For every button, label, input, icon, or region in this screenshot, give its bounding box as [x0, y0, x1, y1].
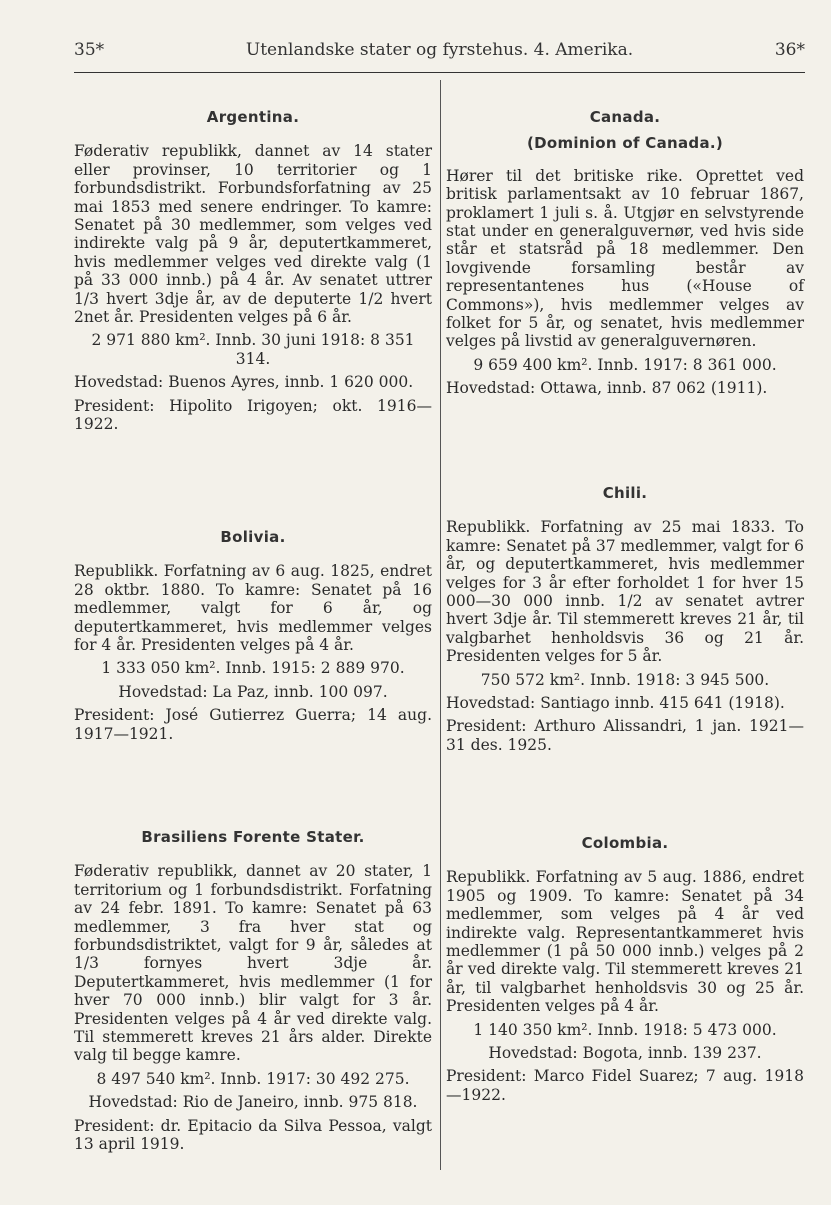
section-subtitle-canada: (Dominion of Canada.) — [526, 134, 724, 153]
president: President: Hipolito Irigoyen; okt. 1916—1922. — [74, 396, 432, 434]
section-title-brasil: Brasiliens Forente Stater. — [141, 828, 365, 846]
section-text: Føderativ republikk, dannet av 20 stater, 1 territorium og 1 forbundsdistrikt. Forfatning av 24 febr. 1891. To kamre: Senatet på 63 medlemmer, 3 fra hver stat og forbundsdistriktet, valgt for 9 år, således at 1/3 fornyes hvert 3dje år. Deputertkammeret, hvis medlemmer (1 for hver 70 000 innb.) blir valgt for 3 år. Presidenten velges på 4 år ved direkte valg. Til stemmerett kreves 21 års alder. Direkte valg til begge kamre. — [74, 862, 432, 1065]
running-header — [74, 40, 805, 66]
section-colombia — [446, 834, 804, 1109]
area-population: 9 659 400 km². Innb. 1917: 8 361 000. — [473, 355, 777, 374]
section-title-canada: Canada. — [589, 108, 661, 126]
area-population: 1 140 350 km². Innb. 1918: 5 473 000. — [473, 1020, 777, 1039]
section-title-bolivia: Bolivia. — [220, 528, 286, 546]
capital: Hovedstad: Santiago innb. 415 641 (1918). — [446, 694, 785, 713]
section-title-chili: Chili. — [602, 484, 648, 502]
president: President: José Gutierrez Guerra; 14 aug. 1917—1921. — [74, 706, 432, 743]
section-text: Republikk. Forfatning av 5 aug. 1886, endret 1905 og 1909. To kamre: Senatet på 34 medlemmer, som velges på 4 år ved indirekte valg. Representantkammeret hvis medlemmer (1 på 50 000 innb.) velges på 2 år ved direkte valg. Til stemmerett kreves 21 år, til valgbarhet henholdsvis 30 og 25 år. Presidenten velges på 4 år. — [446, 868, 804, 1016]
capital: Hovedstad: Bogota, innb. 139 237. — [488, 1044, 762, 1063]
section-text: Republikk. Forfatning av 25 mai 1833. To kamre: Senatet på 37 medlemmer, valgt for 6 år, og deputertkammeret, hvis medlemmer velges for 3 år efter forholdet 1 for hver 15 000—30 000 innb. 1/2 av senatet avtrer hvert 3dje år. Til stemmerett kreves 21 år, til valgbarhet henholdsvis 36 og 21 år. Presidenten velges for 5 år. — [446, 518, 804, 666]
president: President: dr. Epitacio da Silva Pessoa, valgt 13 april 1919. — [74, 1116, 432, 1154]
section-bolivia — [74, 528, 432, 748]
capital: Hovedstad: La Paz, innb. 100 097. — [118, 682, 388, 701]
area-population: 8 497 540 km². Innb. 1917: 30 492 275. — [96, 1069, 410, 1088]
column-divider — [440, 80, 441, 1170]
area-population: 1 333 050 km². Innb. 1915: 2 889 970. — [101, 659, 405, 678]
section-title-argentina: Argentina. — [206, 108, 300, 126]
section-argentina — [74, 108, 432, 439]
header-title: Utenlandske stater og fyrstehus. 4. Amerika. — [245, 40, 634, 60]
capital: Hovedstad: Buenos Ayres, innb. 1 620 000. — [74, 373, 414, 392]
page-number-right: 36* — [774, 40, 805, 60]
area-population: 750 572 km². Innb. 1918: 3 945 500. — [480, 670, 770, 689]
page-number-left: 35* — [74, 40, 105, 60]
section-chili — [446, 484, 804, 759]
capital: Hovedstad: Rio de Janeiro, innb. 975 818. — [88, 1093, 418, 1112]
section-text: Hører til det britiske rike. Oprettet ved britisk parlamentsakt av 10 februar 1867, proklamert 1 juli s. å. Utgjør en selvstyrende stat under en generalguvernør, ved hvis side står et statsråd på 18 medlemmer. Den lovgivende forsamling består av representantenes hus («House of Commons»), hvis medlemmer velges av folket for 5 år, og senatet, hvis medlemmer velges på livstid av generalguvernøren. — [446, 166, 804, 351]
section-title-colombia: Colombia. — [581, 834, 669, 852]
section-brasil — [74, 828, 432, 1159]
section-text: Føderativ republikk, dannet av 14 stater eller provinser, 10 territorier og 1 forbundsdistrikt. Forbundsforfatning av 25 mai 1853 med senere endringer. To kamre: Senatet på 30 medlemmer, som velges ved indirekte valg på 9 år, deputertkammeret, hvis medlemmer velges ved direkte valg (1 på 33 000 innb.) på 4 år. Av senatet uttrer 1/3 hvert 3dje år, av de deputerte 1/2 hvert 2net år. Presidenten velges på 6 år. — [74, 142, 432, 327]
area-population: 2 971 880 km². Innb. 30 juni 1918: 8 351 314. — [91, 331, 415, 368]
section-text: Republikk. Forfatning av 6 aug. 1825, endret 28 oktbr. 1880. To kamre: Senatet på 16 medlemmer, valgt for 6 år, og deputertkammeret, hvis medlemmer velges for 4 år. Presidenten velges på 4 år. — [74, 562, 432, 655]
header-rule — [74, 72, 805, 73]
capital: Hovedstad: Ottawa, innb. 87 062 (1911). — [446, 379, 768, 398]
president: President: Arthuro Alissandri, 1 jan. 1921—31 des. 1925. — [446, 717, 804, 754]
section-canada — [446, 108, 804, 403]
president: President: Marco Fidel Suarez; 7 aug. 1918—1922. — [446, 1067, 804, 1104]
